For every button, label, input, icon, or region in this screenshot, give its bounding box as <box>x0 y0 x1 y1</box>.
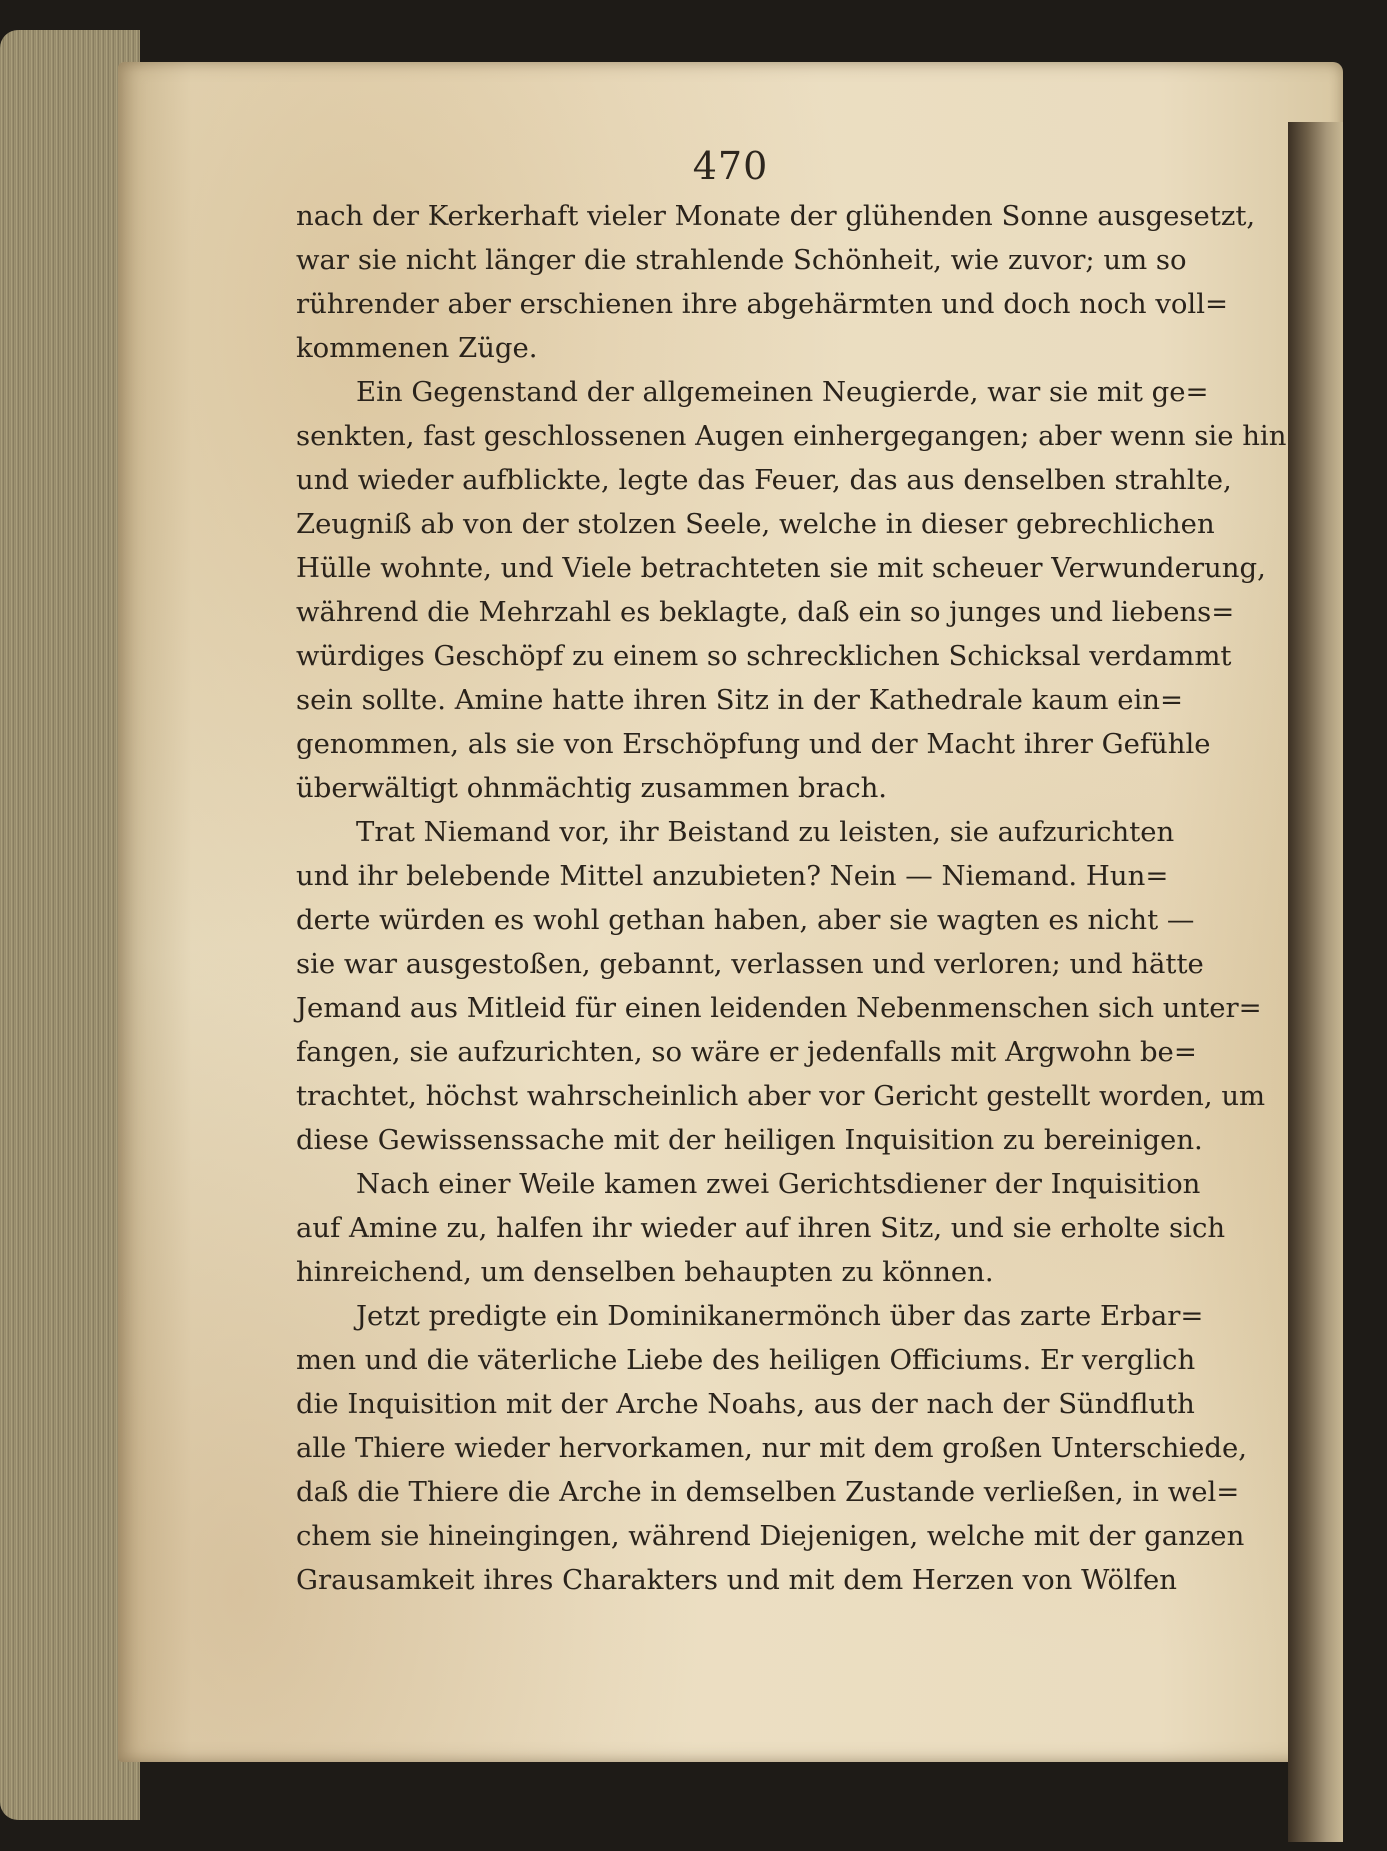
text-line: überwältigt ohnmächtig zusammen brach. <box>296 772 888 804</box>
text-line: genommen, als sie von Erschöpfung und der Macht ihrer Gefühle <box>296 728 1211 760</box>
book-page <box>118 62 1343 1762</box>
text-line: trachtet, höchst wahrscheinlich aber vor Gericht gestellt worden, um <box>296 1080 1266 1112</box>
book-gutter <box>1288 122 1343 1842</box>
text-line: und ihr belebende Mittel anzubieten? Nein — Niemand. Hun= <box>296 860 1169 892</box>
text-line: nach der Kerkerhaft vieler Monate der glühenden Sonne ausgesetzt, <box>296 200 1256 232</box>
text-line: daß die Thiere die Arche in demselben Zustande verließen, in wel= <box>296 1476 1240 1508</box>
text-line: rührender aber erschienen ihre abgehärmten und doch noch voll= <box>296 288 1229 320</box>
text-line: Jetzt predigte ein Dominikanermönch über das zarte Erbar= <box>356 1300 1204 1332</box>
text-line: auf Amine zu, halfen ihr wieder auf ihren Sitz, und sie erholte sich <box>296 1212 1226 1244</box>
text-line: würdiges Geschöpf zu einem so schrecklichen Schicksal verdammt <box>296 640 1232 672</box>
text-line: während die Mehrzahl es beklagte, daß ein so junges und liebens= <box>296 596 1235 628</box>
text-line: men und die väterliche Liebe des heiligen Officiums. Er verglich <box>296 1344 1196 1376</box>
text-line: Trat Niemand vor, ihr Beistand zu leisten, sie aufzurichten <box>356 816 1175 848</box>
text-line: Jemand aus Mitleid für einen leidenden Nebenmenschen sich unter= <box>296 992 1262 1024</box>
text-line: die Inquisition mit der Arche Noahs, aus der nach der Sündfluth <box>296 1388 1195 1420</box>
page-text <box>296 194 1287 1602</box>
text-line: sein sollte. Amine hatte ihren Sitz in der Kathedrale kaum ein= <box>296 684 1184 716</box>
text-line: sie war ausgestoßen, gebannt, verlassen und verloren; und hätte <box>296 948 1204 980</box>
text-line: hinreichend, um denselben behaupten zu können. <box>296 1256 994 1288</box>
text-line: und wieder aufblickte, legte das Feuer, das aus denselben strahlte, <box>296 464 1232 496</box>
text-line: chem sie hineingingen, während Diejenigen, welche mit der ganzen <box>296 1520 1245 1552</box>
text-line: Ein Gegenstand der allgemeinen Neugierde, war sie mit ge= <box>356 376 1209 408</box>
text-line: kommenen Züge. <box>296 332 538 364</box>
text-line: Zeugniß ab von der stolzen Seele, welche in dieser gebrechlichen <box>296 508 1215 540</box>
text-line: senkten, fast geschlossenen Augen einhergegangen; aber wenn sie hin <box>296 420 1287 452</box>
text-line: derte würden es wohl gethan haben, aber sie wagten es nicht — <box>296 904 1195 936</box>
text-line: Nach einer Weile kamen zwei Gerichtsdiener der Inquisition <box>356 1168 1201 1200</box>
text-line: diese Gewissenssache mit der heiligen Inquisition zu bereinigen. <box>296 1124 1203 1156</box>
page-number: 470 <box>692 144 769 188</box>
text-line: war sie nicht länger die strahlende Schönheit, wie zuvor; um so <box>296 244 1187 276</box>
text-line: alle Thiere wieder hervorkamen, nur mit dem großen Unterschiede, <box>296 1432 1247 1464</box>
text-line: Grausamkeit ihres Charakters und mit dem Herzen von Wölfen <box>296 1564 1177 1596</box>
text-line: Hülle wohnte, und Viele betrachteten sie mit scheuer Verwunderung, <box>296 552 1266 584</box>
text-line: fangen, sie aufzurichten, so wäre er jedenfalls mit Argwohn be= <box>296 1036 1197 1068</box>
